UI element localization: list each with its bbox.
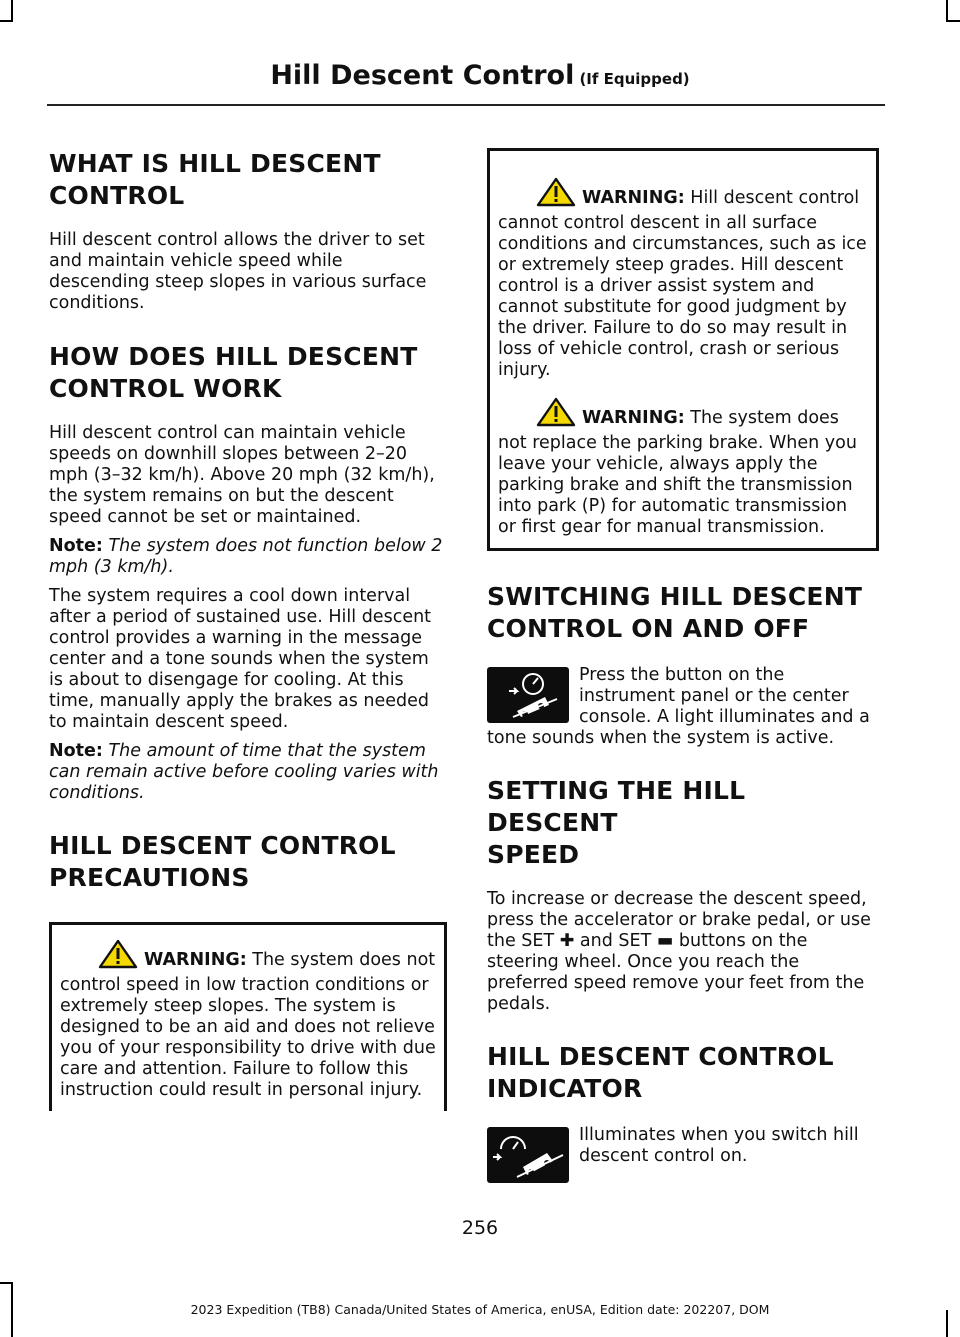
page-title: Hill Descent Control — [270, 60, 575, 91]
page-number: 256 — [461, 1217, 499, 1239]
warning-label: WARNING: — [144, 950, 247, 970]
section-heading-precautions: HILL DESCENT CONTROL PRECAUTIONS — [49, 831, 396, 892]
page-header — [0, 60, 960, 91]
note-2 — [49, 741, 447, 804]
indicator-block — [487, 1125, 879, 1167]
setting-body: To increase or decrease the descent speed, press the accelerator or brake pedal, or use the SET ✚ and SET ▬ buttons on the steering wheel. Once you reach the preferred speed remove your feet from the pedals. — [487, 889, 871, 1014]
header-rule — [47, 104, 885, 106]
warning-label: WARNING: — [582, 188, 685, 208]
section-heading-how: HOW DOES HILL DESCENT CONTROL WORK — [49, 342, 418, 403]
warning-paragraph — [52, 925, 444, 1111]
note-1 — [49, 536, 447, 578]
warning-text: The system does not replace the parking brake. When you leave your vehicle, always apply the parking brake and shift the transmission into park (P) for automatic transmission or first gear for manual transmission. — [498, 408, 857, 537]
warning-text: The system does not control speed in low traction conditions or extremely steep slopes. The system is designed to be an aid and does not relieve you of your responsibility to drive with due care and attention. Failure to follow this instruction could result in personal injury. — [60, 950, 436, 1100]
section-heading-switching: SWITCHING HILL DESCENT CONTROL ON AND OFF — [487, 582, 863, 643]
crop-mark — [11, 0, 13, 22]
warning-triangle-icon — [536, 397, 576, 433]
hill-descent-indicator-icon — [487, 1127, 569, 1183]
hill-descent-button-icon — [487, 667, 569, 723]
warning-text: Hill descent control cannot control descent in all surface conditions and circumstances, such as ice or extremely steep grades. Hill descent control is a driver assist system and cannot substitute for good judgment by the driver. Failure to do so may result in loss of vehicle control, crash or serious injury. — [498, 188, 867, 380]
right-column — [487, 148, 879, 1187]
edition-line: 2023 Expedition (TB8) Canada/United States of America, enUSA, Edition date: 202207, DOM — [190, 1302, 770, 1317]
section-heading-indicator: HILL DESCENT CONTROL INDICATOR — [487, 1042, 834, 1103]
how-body-2: The system requires a cool down interval after a period of sustained use. Hill descent control provides a warning in the message center and a tone sounds when the system is about to disengage for cooling. At this time, manually apply the brakes as needed to maintain descent speed. — [49, 586, 432, 732]
section-heading-setting: SETTING THE HILL DESCENT SPEED — [487, 776, 746, 869]
switching-block — [487, 665, 879, 749]
left-column — [49, 148, 447, 1111]
note-label: Note: — [49, 741, 103, 761]
switching-body: Press the button on the instrument panel or the center console. A light illuminates and a tone sounds when the system is active. — [487, 665, 870, 748]
crop-mark — [0, 1282, 13, 1284]
warning-triangle-icon — [536, 177, 576, 213]
note-label: Note: — [49, 536, 103, 556]
crop-mark — [946, 0, 948, 22]
warning-label: WARNING: — [582, 408, 685, 428]
warning-box — [487, 148, 879, 551]
warning-paragraph — [498, 177, 868, 381]
indicator-body: Illuminates when you switch hill descent control on. — [579, 1125, 859, 1166]
page-title-qualifier: (If Equipped) — [579, 70, 690, 88]
note-text: The system does not function below 2 mph (3 km/h). — [49, 536, 443, 577]
warning-paragraph — [498, 397, 868, 538]
section-heading-what: WHAT IS HILL DESCENT CONTROL — [49, 149, 381, 210]
crop-mark — [0, 20, 13, 22]
warning-triangle-icon — [98, 939, 138, 975]
note-text: The amount of time that the system can remain active before cooling varies with conditions. — [49, 741, 439, 803]
warning-box — [49, 922, 447, 1111]
how-body-1: Hill descent control can maintain vehicle speeds on downhill slopes between 2–20 mph (3–32 km/h). Above 20 mph (32 km/h), the system remains on but the descent speed cannot be set or maintained. — [49, 423, 435, 527]
crop-mark — [946, 20, 960, 22]
what-body: Hill descent control allows the driver to set and maintain vehicle speed while descending steep slopes in various surface conditions. — [49, 230, 427, 313]
